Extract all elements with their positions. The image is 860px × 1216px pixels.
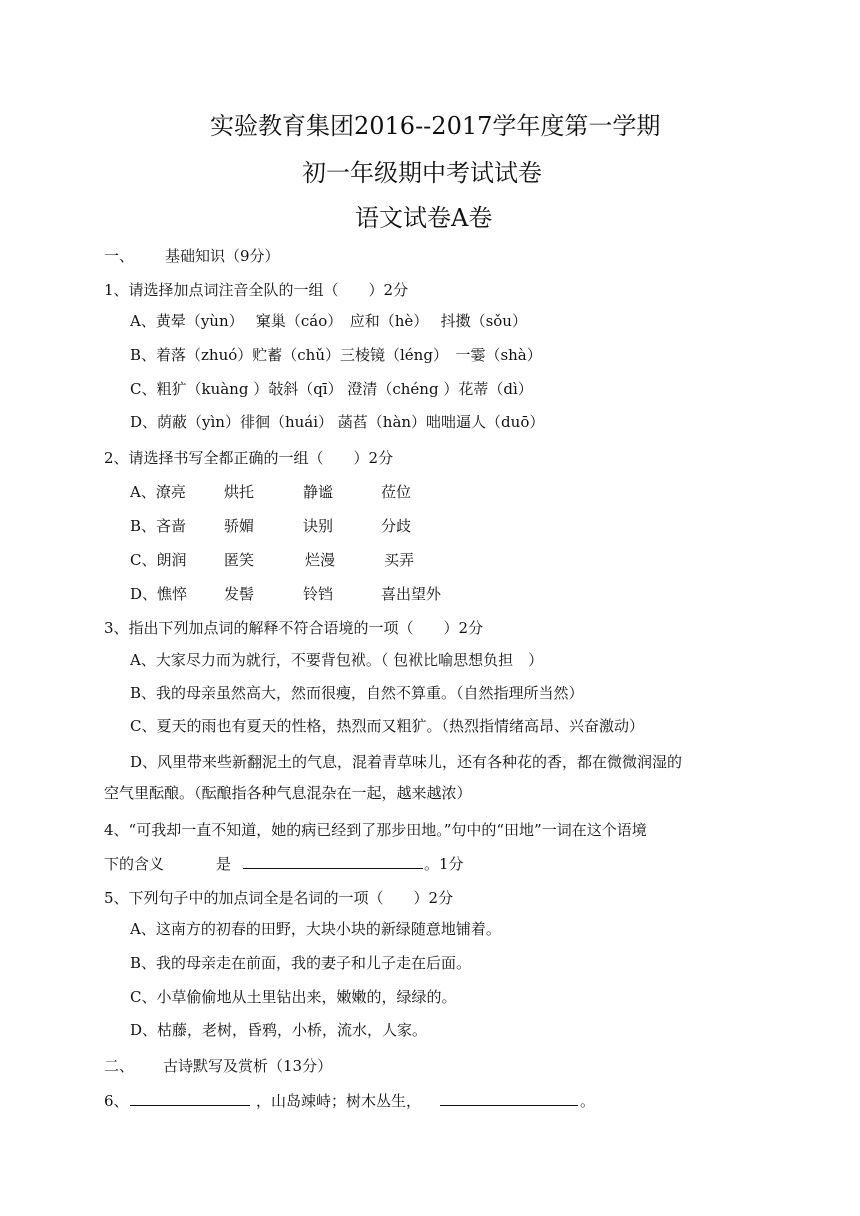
q2-row-a-col-2: 烘托 [224, 483, 255, 501]
q6-prefix: 6、 [104, 1092, 129, 1110]
q3-option-b: B、我的母亲虽然高大，然而很瘦，自然不算重。（自然指理所当然） [130, 684, 584, 702]
q2-row-c-col-1: C、朗润 [130, 551, 187, 569]
q1-option-a: A、黄晕（yùn） 窠巢（cáo） 应和（hè） 抖擞（sǒu） [130, 312, 527, 330]
section-2-heading: 古诗默写及赏析（13分） [163, 1057, 333, 1075]
q2-row-c-col-3: 烂漫 [305, 551, 336, 569]
q5-stem: 5、下列句子中的加点词全是名词的一项（ ）2分 [104, 889, 454, 907]
q2-row-a-col-1: A、潦亮 [130, 483, 186, 501]
title-line-2: 初一年级期中考试试卷 [302, 159, 542, 187]
q2-row-d-col-3: 铃铛 [303, 585, 334, 603]
section-1-heading: 基础知识（9分） [165, 247, 280, 265]
q6-middle: ，山岛竦峙；树木丛生， [256, 1092, 422, 1110]
q3-stem: 3、指出下列加点词的解释不符合语境的一项（ ）2分 [104, 619, 484, 637]
title-line-1: 实验教育集团2016--2017学年度第一学期 [210, 112, 661, 140]
q4-answer-blank[interactable] [243, 854, 423, 874]
q5-option-c: C、小草偷偷地从土里钻出来，嫩嫩的，绿绿的。 [130, 988, 457, 1006]
q6-blank-1[interactable] [130, 1091, 250, 1111]
q2-row-d-col-1: D、憔悴 [130, 585, 188, 603]
q2-row-d-col-4: 喜出望外 [381, 585, 442, 603]
q3-option-c: C、夏天的雨也有夏天的性格，热烈而又粗犷。（热烈指情绪高昂、兴奋激动） [130, 717, 644, 735]
q2-row-a-col-4: 莅位 [381, 483, 412, 501]
q2-row-b-col-1: B、吝啬 [130, 517, 187, 535]
q4-line-1: 4、“可我却一直不知道，她的病已经到了那步田地。”句中的“田地”一词在这个语境 [104, 821, 647, 839]
q2-row-a-col-3: 静谧 [303, 483, 334, 501]
q5-option-b: B、我的母亲走在前面，我的妻子和儿子走在后面。 [130, 954, 472, 972]
q1-stem: 1、请选择加点词注音全队的一组（ ）2分 [104, 281, 409, 299]
q6-blank-2[interactable] [440, 1091, 578, 1111]
q2-row-b-col-3: 诀别 [303, 517, 334, 535]
q2-row-b-col-2: 骄媚 [224, 517, 255, 535]
q6-suffix: 。 [580, 1092, 596, 1110]
q2-row-b-col-4: 分歧 [381, 517, 412, 535]
q3-option-d-line-1: D、风里带来些新翻泥土的气息，混着青草味儿，还有各种花的香，都在微微润湿的 [130, 753, 683, 771]
q4-line-2-mid: 是 [216, 855, 232, 873]
q3-option-a: A、大家尽力而为就行，不要背包袱。（ 包袱比喻思想负担 ） [130, 651, 544, 669]
title-line-3: 语文试卷A卷 [355, 204, 493, 232]
q1-option-b: B、着落（zhuó）贮蓄（chǔ）三棱镜（léng） 一霎（shà） [130, 346, 542, 364]
q4-line-2-end: 。1分 [424, 855, 464, 873]
q5-option-a: A、这南方的初春的田野，大块小块的新绿随意地铺着。 [130, 920, 501, 938]
q3-option-d-line-2: 空气里酝酿。（酝酿指各种气息混杂在一起，越来越浓） [104, 784, 472, 802]
q2-row-d-col-2: 发髻 [224, 585, 255, 603]
q2-row-c-col-4: 买弄 [384, 551, 415, 569]
q2-stem: 2、请选择书写全都正确的一组（ ）2分 [104, 449, 394, 467]
q4-line-2-start: 下的含义 [104, 855, 165, 873]
q5-option-d: D、枯藤，老树，昏鸦，小桥，流水，人家。 [130, 1021, 428, 1039]
section-2-number: 二、 [104, 1057, 135, 1075]
q2-row-c-col-2: 匿笑 [224, 551, 255, 569]
q1-option-c: C、粗犷（kuàng ）敧斜（qī） 澄清（chéng ）花蒂（dì） [130, 380, 533, 398]
section-1-number: 一、 [104, 247, 135, 265]
q1-option-d: D、荫蔽（yìn）徘徊（huái） 菡萏（hàn）咄咄逼人（duō） [130, 413, 545, 431]
